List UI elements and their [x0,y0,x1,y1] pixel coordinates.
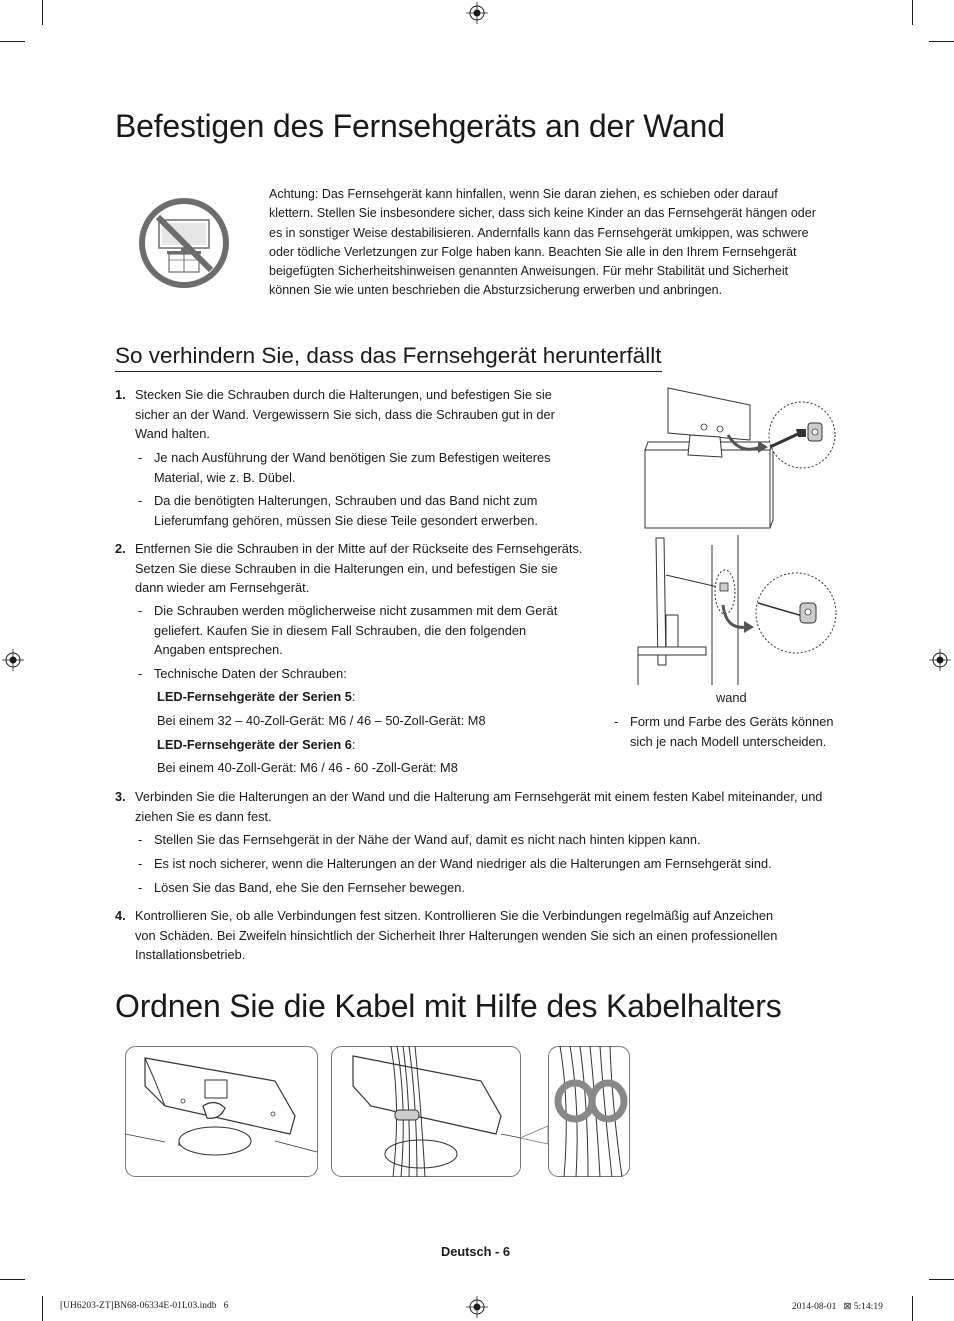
step-3-note-3 [138,878,858,898]
step-3-note-1 [138,830,858,850]
step-text: Stecken Sie die Schrauben durch die Halterungen, und befestigen Sie sie sicher an der Wand. Vergewissern Sie sich, dass die Schrauben gut in der Wand halten. [135,387,555,441]
registration-mark-icon [466,2,488,24]
cable-holder-with-cables-illustration [331,1046,522,1177]
step-number: 3. [115,789,126,804]
crop-mark [0,41,25,42]
wall-label: wand [716,690,747,705]
note-text: Form und Farbe des Geräts können sich je nach Modell unterscheiden. [630,714,834,749]
step-text: Verbinden Sie die Halterungen an der Wand und die Halterung am Fernsehgerät mit einem festen Kabel miteinander, und ziehen Sie es dann fest. [135,789,823,824]
step-4 [115,906,795,965]
spec-colon: : [351,689,356,704]
spec-label: LED-Fernsehgeräte der Serien 6 [157,737,352,752]
spec-series-5-label [157,687,355,707]
spec-colon: : [351,737,356,752]
registration-mark-icon [929,649,951,671]
step-3-note-2 [138,854,858,874]
section-heading [115,343,662,372]
note-text: Je nach Ausführung der Wand benötigen Sie zum Befestigen weiteres Material, wie z. B. Dübel. [154,450,551,485]
section-title: Ordnen Sie die Kabel mit Hilfe des Kabelhalters [115,988,782,1024]
step-text: Entfernen Sie die Schrauben in der Mitte auf der Rückseite des Fernsehgeräts. Setzen Sie diese Schrauben in die Halterungen ein, und befestigen Sie sie dann wieder am Fernsehgerät. [135,541,583,595]
step-2-note-2 [138,664,578,684]
registration-mark-icon [2,649,24,671]
step-2 [115,539,595,598]
step-1 [115,385,575,444]
note-text: Es ist noch sicherer, wenn die Halterungen an der Wand niedriger als die Halterungen am Fernsehgerät sind. [154,856,772,871]
spec-series-5-value: Bei einem 32 – 40-Zoll-Gerät: M6 / 46 – 50-Zoll-Gerät: M8 [157,713,486,728]
step-1-note-2 [138,491,578,530]
tv-wall-side-illustration [628,535,843,685]
no-climbing-tv-icon [137,196,231,290]
note-text: Da die benötigten Halterungen, Schrauben und das Band nicht zum Lieferumfang gehören, müssen Sie diese Teile gesondert erwerben. [154,493,538,528]
crop-mark [42,1296,43,1321]
note-dash: - [138,666,143,681]
file-info: [UH6203-ZT]BN68-06334E-01L03.indb 6 [60,1301,229,1311]
tv-on-cabinet-illustration [640,385,840,530]
step-3 [115,787,835,826]
crop-mark [912,0,913,25]
spec-series-6-label [157,735,355,755]
figure-note [614,712,854,751]
note-text: Technische Daten der Schrauben: [154,666,347,681]
page-number: Deutsch - 6 [441,1244,510,1259]
crop-mark [0,1279,25,1280]
step-number: 4. [115,908,126,923]
cable-holder-stand-illustration [125,1046,319,1177]
print-date: 2014-08-01 ⊠ 5:14:19 [792,1302,883,1312]
note-dash: - [138,880,143,895]
registration-mark-icon [466,1296,488,1318]
warning-text: Achtung: Das Fernsehgerät kann hinfallen, wenn Sie daran ziehen, es schieben oder darauf klettern. Stellen Sie insbesondere sicher, dass sich keine Kinder an das Fernsehgerät hängen oder es in sonstiger Weise destabilisieren. Andernfalls kann das Fernsehgerät umkippen, was schwere oder tödliche Verletzungen zur Folge haben kann. Beachten Sie alle in den Ihrem Fernsehgerät beigefügten Sicherheitshinweisen genannten Anweisungen. Für mehr Stabilität und Sicherheit können Sie wie unten beschrieben die Absturzsicherung erwerben und anbringen. [269,187,816,298]
page-title: Befestigen des Fernsehgeräts an der Wand [115,108,725,144]
step-number: 1. [115,387,126,402]
step-text: Kontrollieren Sie, ob alle Verbindungen fest sitzen. Kontrollieren Sie die Verbindungen regelmäßig auf Anzeichen von Schäden. Bei Zweifeln hinsichtlich der Sicherheit Ihrer Halterungen wenden Sie sich an einen professionellen Installationsbetrieb. [135,908,778,962]
note-text: Die Schrauben werden möglicherweise nicht zusammen mit dem Gerät geliefert. Kaufen Sie in diesem Fall Schrauben, die den folgenden Angaben entsprechen. [154,603,558,657]
cable-clip-closeup-illustration [520,1046,631,1177]
note-dash: - [614,714,619,729]
note-text: Stellen Sie das Fernsehgerät in der Nähe der Wand auf, damit es nicht nach hinten kippen kann. [154,832,701,847]
step-1-note-1 [138,448,578,487]
note-text: Lösen Sie das Band, ehe Sie den Fernseher bewegen. [154,880,465,895]
section-heading-text: So verhindern Sie, dass das Fernsehgerät herunterfällt [115,343,662,368]
crop-mark [912,1296,913,1321]
spec-label: LED-Fernsehgeräte der Serien 5 [157,689,352,704]
note-dash: - [138,493,143,508]
note-dash: - [138,450,143,465]
step-number: 2. [115,541,126,556]
note-dash: - [138,832,143,847]
crop-mark [42,0,43,25]
spec-series-6-value: Bei einem 40-Zoll-Gerät: M6 / 46 - 60 -Zoll-Gerät: M8 [157,760,458,775]
note-dash: - [138,603,143,618]
note-dash: - [138,856,143,871]
step-2-note-1 [138,601,578,660]
crop-mark [929,41,954,42]
crop-mark [929,1279,954,1280]
